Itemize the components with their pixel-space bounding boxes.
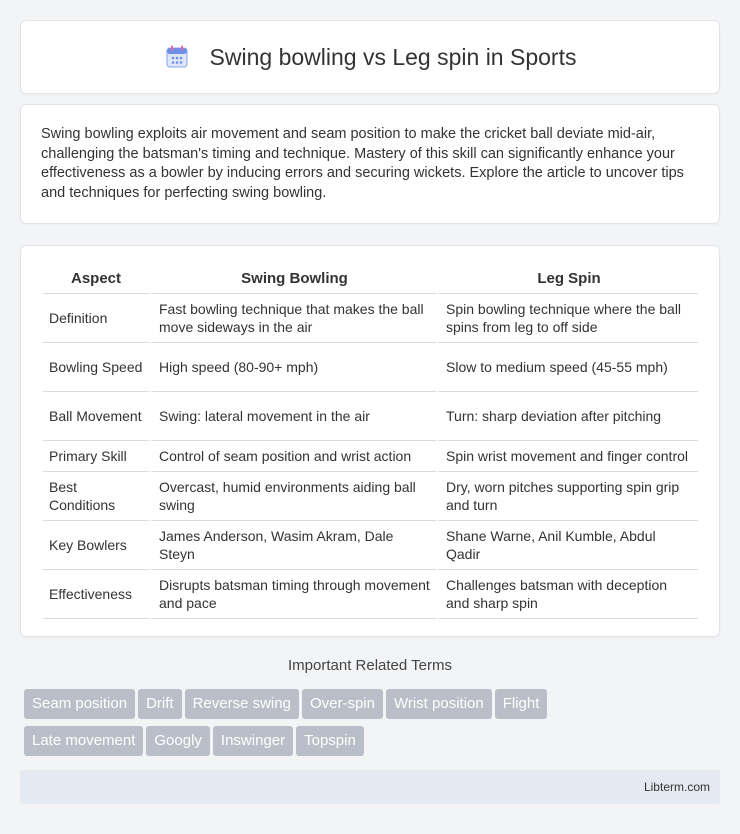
cell-swing-bowling: Disrupts batsman timing through movement and pace	[149, 570, 436, 619]
comparison-card	[20, 245, 720, 637]
cell-swing-bowling: Control of seam position and wrist action	[149, 441, 436, 472]
cell-aspect: Best Conditions	[43, 472, 149, 521]
cell-leg-spin: Dry, worn pitches supporting spin grip and turn	[436, 472, 698, 521]
related-term-tag[interactable]: Topspin	[296, 726, 364, 756]
cell-aspect: Key Bowlers	[43, 521, 149, 570]
related-term-tag[interactable]: Flight	[495, 689, 548, 719]
footer	[20, 770, 720, 804]
related-term-tag[interactable]: Reverse swing	[185, 689, 299, 719]
cell-aspect: Effectiveness	[43, 570, 149, 619]
table-row	[43, 441, 698, 472]
related-term-tag[interactable]: Inswinger	[213, 726, 293, 756]
related-term-tag[interactable]: Drift	[138, 689, 182, 719]
header-aspect: Aspect	[43, 264, 149, 294]
cell-leg-spin: Challenges batsman with deception and sharp spin	[436, 570, 698, 619]
cell-aspect: Primary Skill	[43, 441, 149, 472]
cell-swing-bowling: Fast bowling technique that makes the ball move sideways in the air	[149, 294, 436, 343]
header-leg-spin: Leg Spin	[436, 264, 698, 294]
table-row	[43, 294, 698, 343]
cell-swing-bowling: Overcast, humid environments aiding ball swing	[149, 472, 436, 521]
intro-card	[20, 104, 720, 224]
cell-leg-spin: Spin bowling technique where the ball spins from leg to off side	[436, 294, 698, 343]
cell-aspect: Bowling Speed	[43, 343, 149, 392]
table-row	[43, 343, 698, 392]
table-row	[43, 392, 698, 441]
related-term-tag[interactable]: Over-spin	[302, 689, 383, 719]
table-header-row	[43, 264, 698, 294]
cell-leg-spin: Spin wrist movement and finger control	[436, 441, 698, 472]
cell-leg-spin: Shane Warne, Anil Kumble, Abdul Qadir	[436, 521, 698, 570]
header-card	[20, 20, 720, 94]
table-row	[43, 570, 698, 619]
table-row	[43, 472, 698, 521]
footer-link[interactable]: Libterm.com	[643, 780, 710, 794]
table-row	[43, 521, 698, 570]
cell-leg-spin: Slow to medium speed (45-55 mph)	[436, 343, 698, 392]
cell-swing-bowling: Swing: lateral movement in the air	[149, 392, 436, 441]
cell-aspect: Ball Movement	[43, 392, 149, 441]
calendar-icon	[164, 44, 190, 70]
related-terms-list	[24, 689, 724, 763]
cell-swing-bowling: James Anderson, Wasim Akram, Dale Steyn	[149, 521, 436, 570]
cell-leg-spin: Turn: sharp deviation after pitching	[436, 392, 698, 441]
related-term-tag[interactable]: Wrist position	[386, 689, 492, 719]
related-term-tag[interactable]: Seam position	[24, 689, 135, 719]
cell-swing-bowling: High speed (80-90+ mph)	[149, 343, 436, 392]
cell-aspect: Definition	[43, 294, 149, 343]
page-title: Swing bowling vs Leg spin in Sports	[209, 43, 577, 70]
comparison-table	[43, 264, 698, 619]
related-term-tag[interactable]: Googly	[146, 726, 210, 756]
related-term-tag[interactable]: Late movement	[24, 726, 143, 756]
related-terms-title: Important Related Terms	[288, 657, 452, 674]
header-swing-bowling: Swing Bowling	[149, 264, 436, 294]
intro-text: Swing bowling exploits air movement and seam position to make the cricket ball deviate mid-air, challenging the batsman's timing and technique. Mastery of this skill can significantly enhance your effectiveness as a bowler by inducing errors and securing wickets. Explore the article to uncover tips and techniques for perfecting swing bowling.	[41, 126, 684, 201]
